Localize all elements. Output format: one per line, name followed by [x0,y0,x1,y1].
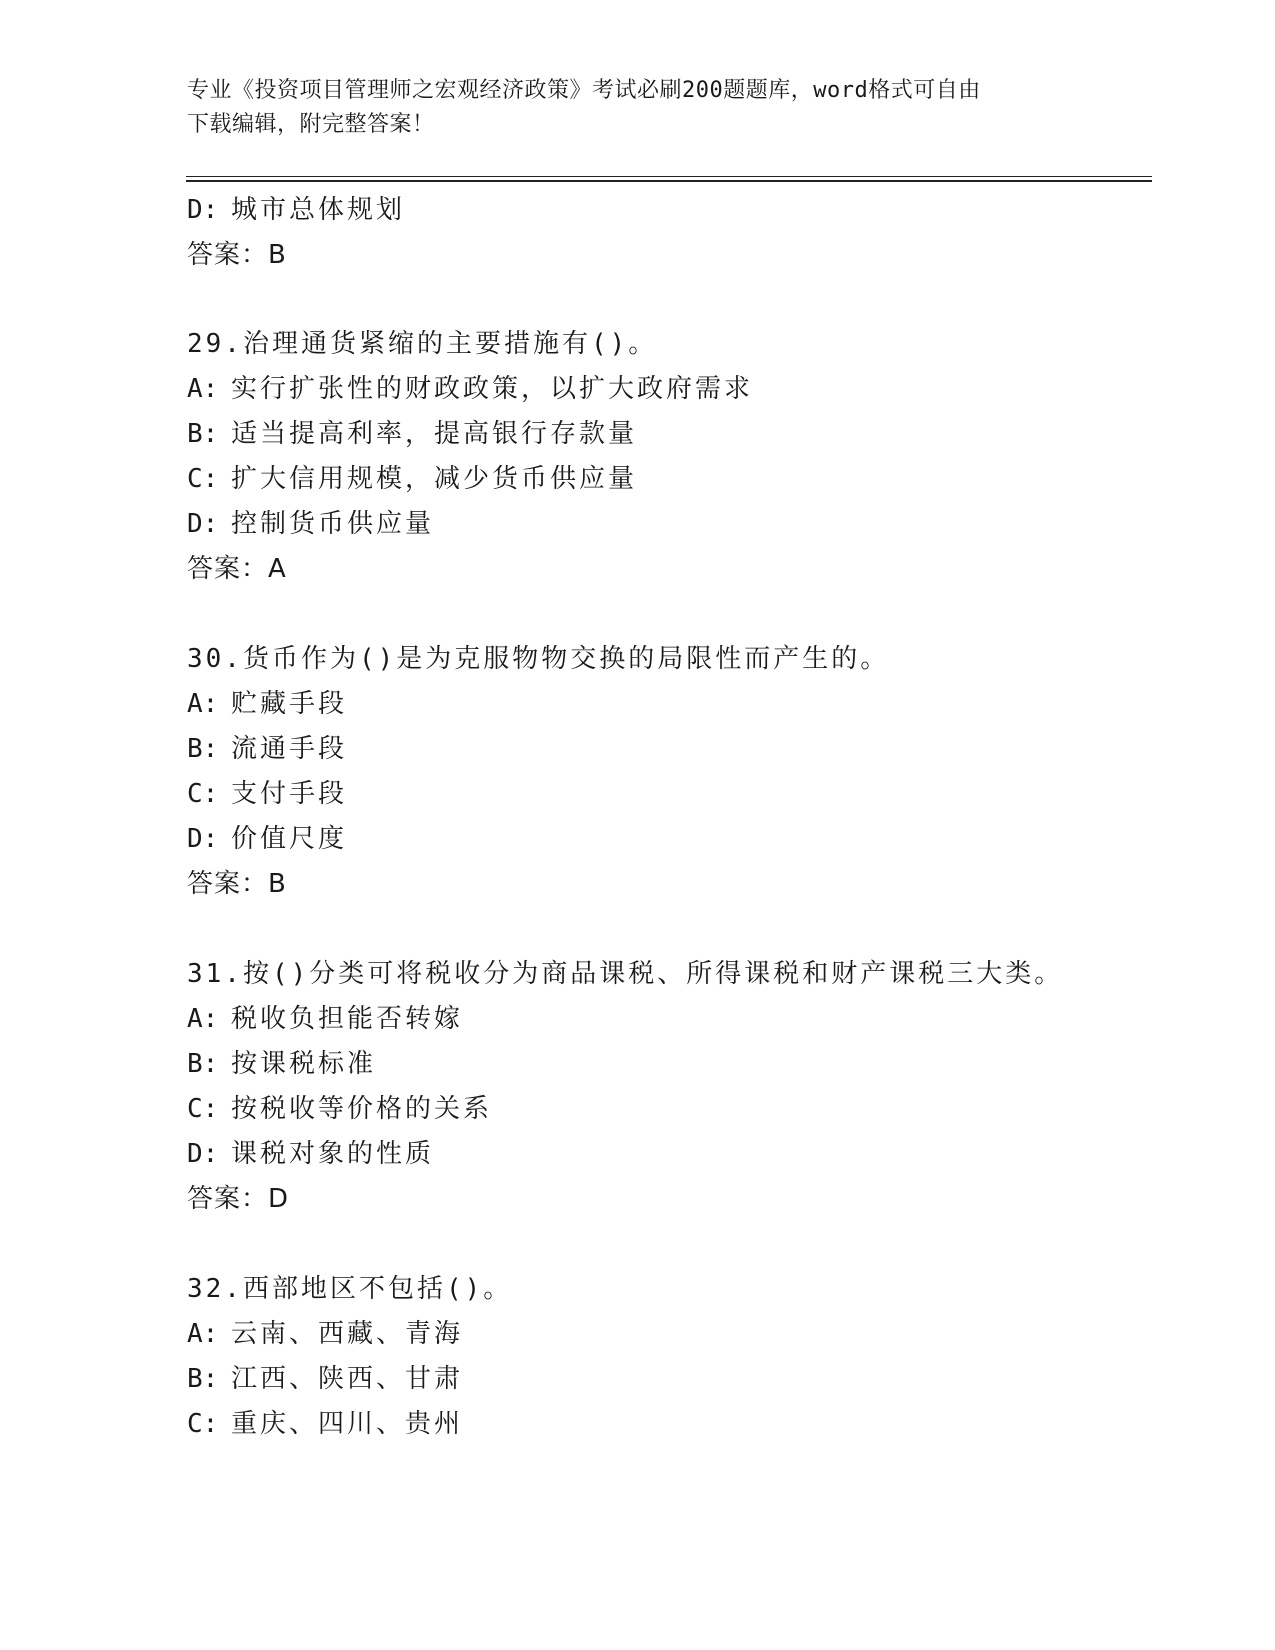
option-b [187,418,637,450]
question-stem: 32.西部地区不包括()。 [187,1274,513,1304]
option-c [187,1408,463,1440]
option-d [187,1138,434,1170]
question-stem: 31.按()分类可将税收分为商品课税、所得课税和财产课税三大类。 [187,959,1064,989]
option-key: B: [187,1364,219,1394]
document-header [187,74,1087,142]
question-stem: 29.治理通货紧缩的主要措施有()。 [187,329,658,359]
option-text: 价值尺度 [231,824,348,854]
option-key: B: [187,419,219,449]
option-key: A: [187,1319,219,1349]
option-key: D: [187,1139,219,1169]
option-key: A: [187,1004,219,1034]
option-text: 控制货币供应量 [231,509,435,539]
option-key: D: [187,824,219,854]
option-key: A: [187,689,219,719]
option-c [187,1093,492,1125]
option-d [187,823,347,855]
option-a [187,1003,463,1035]
option-b [187,1363,463,1395]
header-line-2: 下载编辑，附完整答案！ [187,112,435,137]
option-c [187,778,347,810]
option-text: 税收负担能否转嫁 [231,1004,464,1034]
option-text: 流通手段 [231,734,348,764]
option-text: 江西、陕西、甘肃 [231,1364,464,1394]
option-d [187,508,434,540]
option-key: C: [187,1094,219,1124]
option-text: 实行扩张性的财政政策，以扩大政府需求 [231,374,754,404]
option-b [187,1048,376,1080]
answer-line: 答案：A [187,554,287,584]
option-key: A: [187,374,219,404]
option-text: 重庆、四川、贵州 [231,1409,464,1439]
option-key: D: [187,509,219,539]
option-key: D: [187,195,219,225]
answer-line: 答案：D [187,1184,290,1214]
option-text: 云南、西藏、青海 [231,1319,464,1349]
option-text: 城市总体规划 [231,195,406,225]
option-key: B: [187,1049,219,1079]
option-a [187,688,347,720]
option-c [187,463,637,495]
option-text: 按税收等价格的关系 [231,1094,493,1124]
option-text: 按课税标准 [231,1049,377,1079]
answer-line: 答案：B [187,869,287,899]
header-rule-thick [186,180,1152,182]
option-text: 课税对象的性质 [231,1139,435,1169]
option-a [187,1318,463,1350]
option-key: B: [187,734,219,764]
answer-line: 答案：B [187,240,287,270]
option-a [187,373,753,405]
option-key: C: [187,1409,219,1439]
option-d [187,194,405,226]
option-b [187,733,347,765]
option-text: 贮藏手段 [231,689,348,719]
option-text: 支付手段 [231,779,348,809]
option-key: C: [187,464,219,494]
header-rule-thin [186,176,1152,177]
option-text: 扩大信用规模，减少货币供应量 [231,464,638,494]
header-line-1: 专业《投资项目管理师之宏观经济政策》考试必刷200题题库，word格式可自由 [187,78,981,103]
option-text: 适当提高利率，提高银行存款量 [231,419,638,449]
question-stem: 30.货币作为()是为克服物物交换的局限性而产生的。 [187,644,890,674]
option-key: C: [187,779,219,809]
